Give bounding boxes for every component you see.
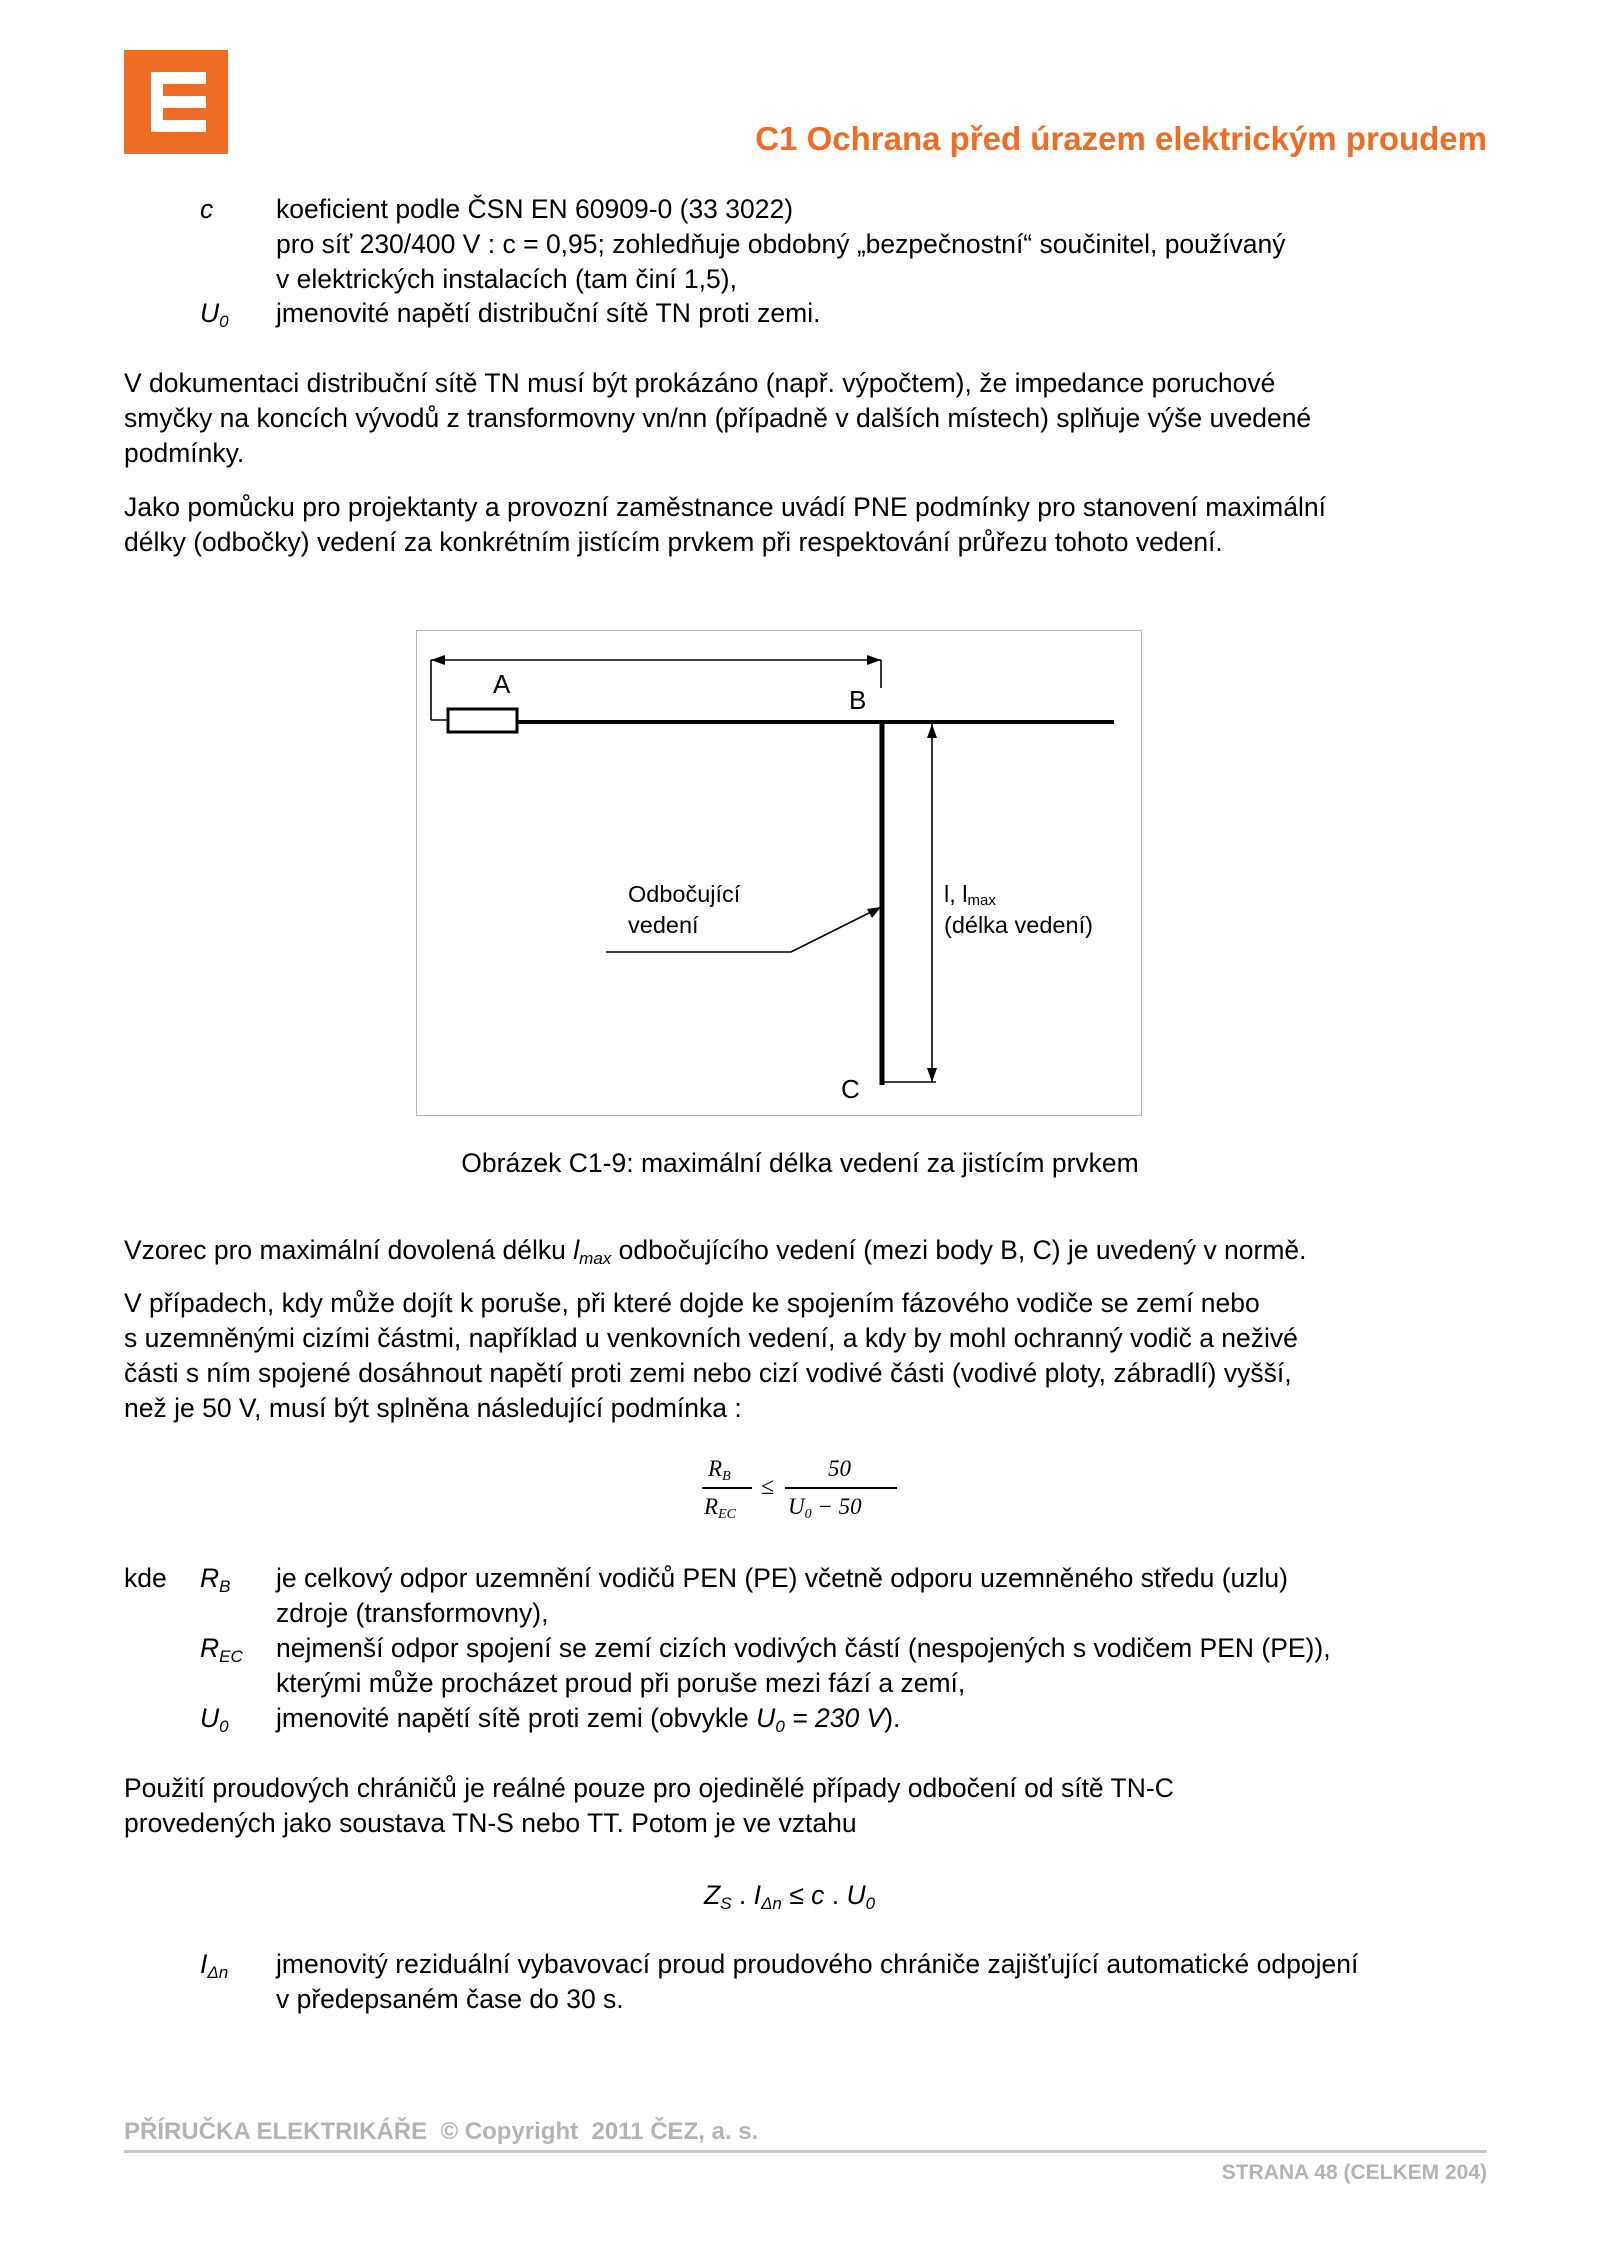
para5-line1: Použití proudových chráničů je reálné pouze pro ojedinělé případy odbočení od sítě TN-C [124,1773,1174,1803]
formula-rb-rec [700,1455,910,1535]
para1-line1: V dokumentaci distribuční sítě TN musí být prokázáno (např. výpočtem), že impedance poruchové [124,368,1276,398]
footer-rule [124,2150,1487,2153]
para1-line2: smyčky na koncích vývodů z transformovny vn/nn (případně v dalších místech) splňuje výše uvedené [124,403,1312,433]
formula1-bar-right [785,1487,897,1489]
symbol-c: c [200,194,214,224]
formula1-den-left: $R_{EC}$ [704,1494,736,1522]
symbol-u0: $U_0$ [200,298,229,331]
arrowhead-right [867,655,881,665]
length-arrowhead-bottom [927,1068,937,1082]
kde-label: kde [124,1563,167,1593]
label-b: B [849,685,867,715]
def-u0-b: jmenovité napětí sítě proti zemi (obvykle $U_0 = 230$ V). [276,1703,901,1736]
symbol-rec: $R_{EC}$ [200,1633,243,1666]
formula1-bar-left [702,1487,752,1489]
length-arrowhead-top [927,724,937,738]
para4-line1: V případech, kdy může dojít k poruše, při které dojde ke spojením fázového vodiče se zemí nebo [124,1288,1260,1318]
para4-line4: než je 50 V, musí být splněna následující podmínka : [124,1393,742,1423]
formula1-num-left: $R_B$ [708,1456,731,1484]
para1-line3: podmínky. [124,438,245,468]
para4-line3: části s ním spojené dosáhnout napětí proti zemi nebo cizí vodivé části (vodivé ploty, zábradlí) vyšší, [124,1358,1292,1388]
formula-zs-idn: $Z_S$ . $I_{\Delta n} \le c$ . $U_0$ [704,1880,876,1913]
arrowhead-left [431,655,445,665]
def-rb-line2: zdroje (transformovny), [276,1598,549,1628]
label-a: A [493,669,511,699]
formula1-num-right: 50 [828,1456,851,1481]
length-label-line2: (délka vedení) [944,912,1093,938]
def-idn-line2: v předepsaném čase do 30 s. [276,1984,624,2014]
para5-line2: provedených jako soustava TN-S nebo TT. Potom je ve vztahu [124,1808,857,1838]
symbol-idn: $I_{\Delta n}$ [200,1949,229,1982]
def-idn-line1: jmenovitý reziduální vybavovací proud proudového chrániče zajišťující automatické odpojení [276,1949,1359,1979]
formula1-den-right: $U_0 - 50$ [788,1494,862,1522]
leader-arrowhead [867,907,881,918]
branch-label-line1: Odbočující [628,881,741,907]
length-label-line1: l, lmax [944,881,996,909]
fuse-a-icon [448,709,517,732]
para2-line1: Jako pomůcku pro projektanty a provozní zaměstnance uvádí PNE podmínky pro stanovení maximální [124,492,1326,522]
footer-copyright: PŘÍRUČKA ELEKTRIKÁŘE © Copyright 2011 ČEZ, a. s. [124,2118,759,2145]
def-c-line1: koeficient podle ČSN EN 60909-0 (33 3022) [276,194,794,224]
chapter-title: C1 Ochrana před úrazem elektrickým proudem [755,120,1487,157]
para4-line2: s uzemněnými cizími částmi, například u venkovních vedení, a kdy by mohl ochranný vodič a neživé [124,1323,1298,1353]
symbol-rb: $R_B$ [200,1563,231,1596]
def-rec-line2: kterými může procházet proud při poruše mezi fází a zemí, [276,1668,966,1698]
symbol-u0-b: $U_0$ [200,1703,229,1736]
def-u0: jmenovité napětí distribuční sítě TN proti zemi. [276,298,821,328]
para3: Vzorec pro maximální dovolená délku $l_{max}$ odbočujícího vedení (mezi body B, C) je uvedený v normě. [124,1235,1307,1268]
branch-line-diagram [416,630,1142,1116]
figure-caption: Obrázek C1-9: maximální délka vedení za jistícím prvkem [461,1148,1139,1178]
label-c: C [841,1074,860,1104]
def-rec-line1: nejmenší odpor spojení se zemí cizích vodivých částí (nespojených s vodičem PEN (PE)), [276,1633,1331,1663]
def-rb-line1: je celkový odpor uzemnění vodičů PEN (PE) včetně odporu uzemněného středu (uzlu) [276,1563,1288,1593]
branch-label-line2: vedení [628,912,699,938]
footer-page-number: STRANA 48 (CELKEM 204) [1221,2161,1487,2184]
def-c-line2: pro síť 230/400 V : c = 0,95; zohledňuje obdobný „bezpečnostní“ součinitel, používaný [276,229,1286,259]
formula1-rel: ≤ [761,1474,775,1500]
def-c-line3: v elektrických instalacích (tam činí 1,5), [276,264,737,294]
para2-line2: délky (odbočky) vedení za konkrétním jistícím prvkem při respektování průřezu tohoto vedení. [124,527,1223,557]
